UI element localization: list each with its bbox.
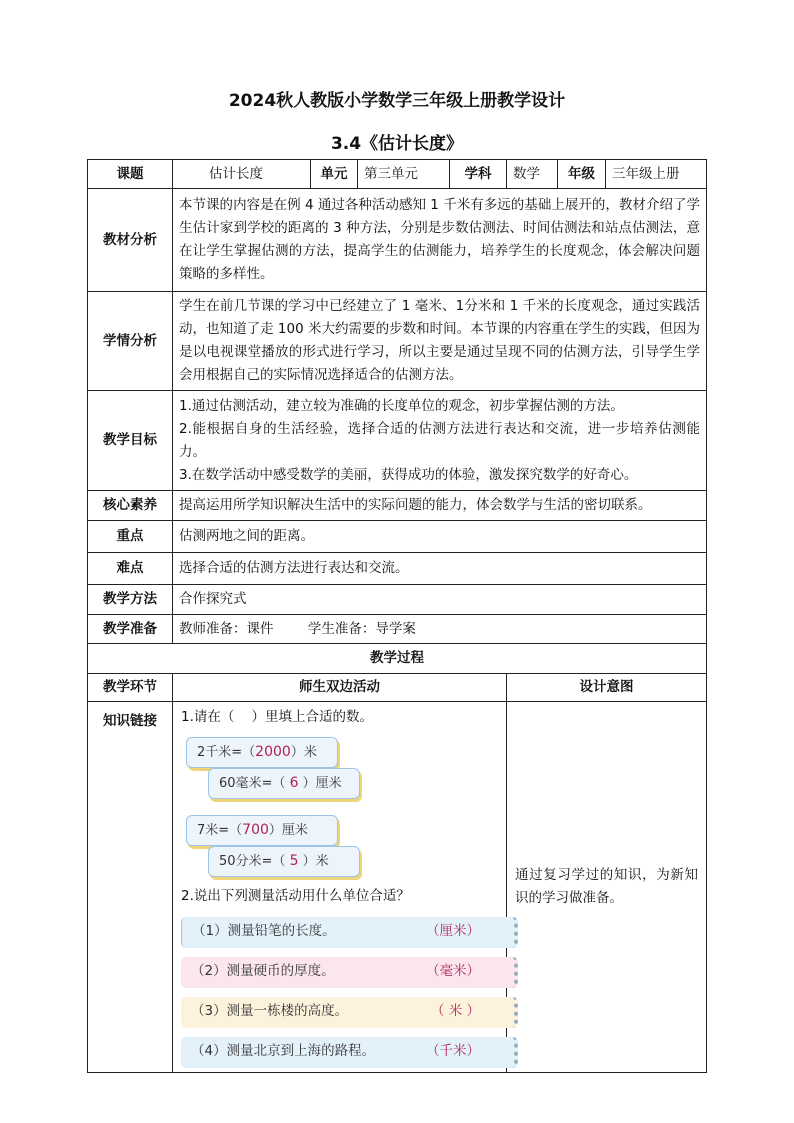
goal-item: 2.能根据自身的生活经验，选择合适的估测方法进行表达和交流，进一步培养估测能力。 bbox=[179, 420, 700, 460]
row-label-difficulty: 难点 bbox=[88, 553, 173, 585]
unit-strip: （2）测量硬币的厚度。 （毫米） bbox=[181, 957, 518, 988]
knowledge-link-activity bbox=[173, 702, 507, 1073]
lesson-title: 3.4《估计长度》 bbox=[330, 134, 464, 154]
grade-value: 三年级上册 bbox=[606, 160, 707, 189]
row-label-core: 核心素养 bbox=[88, 491, 173, 521]
teaching-goals bbox=[173, 391, 707, 491]
knowledge-link-intent: 通过复习学过的知识，为新知识的学习做准备。 bbox=[507, 702, 707, 1073]
unit-strip: （3）测量一栋楼的高度。 （ 米 ） bbox=[181, 997, 518, 1028]
unit-strip: （4）测量北京到上海的路程。 （千米） bbox=[181, 1037, 518, 1068]
lesson-plan-table bbox=[87, 159, 707, 1073]
col-stage-header: 教学环节 bbox=[88, 674, 173, 702]
question-2: 2.说出下列测量活动用什么单位合适？ bbox=[181, 888, 410, 904]
grade-label: 年级 bbox=[558, 160, 606, 189]
teaching-preparation: 教师准备：课件 学生准备：导学案 bbox=[173, 615, 707, 644]
conversion-box: 50分米=（ 5 ）米 bbox=[208, 846, 360, 877]
col-activity-header: 师生双边活动 bbox=[173, 674, 507, 702]
student-analysis: 学生在前几节课的学习中已经建立了 1 毫米、1分米和 1 千米的长度观念，通过实践活动，也知道了走 100 米大约需要的步数和时间。本节课的内容重在学生的实践，但因为是以电视课堂播放的形式进行学习，所以主要是通过呈现不同的估测方法，引导学生学会用根据自己的实际情况选择适合的估测方法。 bbox=[173, 292, 707, 391]
goal-item: 3.在数学活动中感受数学的美丽，获得成功的体验，激发探究数学的好奇心。 bbox=[179, 466, 638, 483]
subject-label: 学科 bbox=[450, 160, 507, 189]
conversion-box: 60毫米=（ 6 ）厘米 bbox=[208, 768, 360, 799]
row-label-method: 教学方法 bbox=[88, 585, 173, 615]
difficulty: 选择合适的估测方法进行表达和交流。 bbox=[173, 553, 707, 585]
conversion-row-2 bbox=[186, 815, 498, 877]
row-label-student: 学情分析 bbox=[88, 292, 173, 391]
unit-value: 第三单元 bbox=[358, 160, 450, 189]
subject-value: 数学 bbox=[507, 160, 558, 189]
topic-value: 估计长度 bbox=[173, 160, 311, 189]
process-heading: 教学过程 bbox=[88, 644, 707, 674]
conversion-box: 7米=（700）厘米 bbox=[186, 815, 338, 846]
row-label-prep: 教学准备 bbox=[88, 615, 173, 644]
conversion-box: 2千米=（2000）米 bbox=[186, 737, 338, 768]
goal-item: 1.通过估测活动，建立较为准确的长度单位的观念，初步掌握估测的方法。 bbox=[179, 397, 624, 414]
col-intent-header: 设计意图 bbox=[507, 674, 707, 702]
question-1: 1.请在（ ）里填上合适的数。 bbox=[181, 709, 374, 725]
teaching-method: 合作探究式 bbox=[173, 585, 707, 615]
topic-label: 课题 bbox=[88, 160, 173, 189]
stage-knowledge-link: 知识链接 bbox=[88, 702, 173, 1073]
conversion-row-1 bbox=[186, 737, 498, 799]
row-label-textbook: 教材分析 bbox=[88, 189, 173, 292]
unit-label: 单元 bbox=[311, 160, 358, 189]
core-literacy: 提高运用所学知识解决生活中的实际问题的能力，体会数学与生活的密切联系。 bbox=[173, 491, 707, 521]
textbook-analysis: 本节课的内容是在例 4 通过各种活动感知 1 千米有多远的基础上展开的，教材介绍了学生估计家到学校的距离的 3 种方法，分别是步数估测法、时间估测法和站点估测法，意在让学生掌握估测的方法，提高学生的估测能力，培养学生的长度观念，体会解决问题策略的多样性。 bbox=[173, 189, 707, 292]
row-label-goals: 教学目标 bbox=[88, 391, 173, 491]
row-label-key: 重点 bbox=[88, 521, 173, 553]
unit-strip: （1）测量铅笔的长度。 （厘米） bbox=[181, 917, 518, 948]
key-point: 估测两地之间的距离。 bbox=[173, 521, 707, 553]
document-title: 2024秋人教版小学数学三年级上册教学设计 bbox=[228, 91, 566, 111]
